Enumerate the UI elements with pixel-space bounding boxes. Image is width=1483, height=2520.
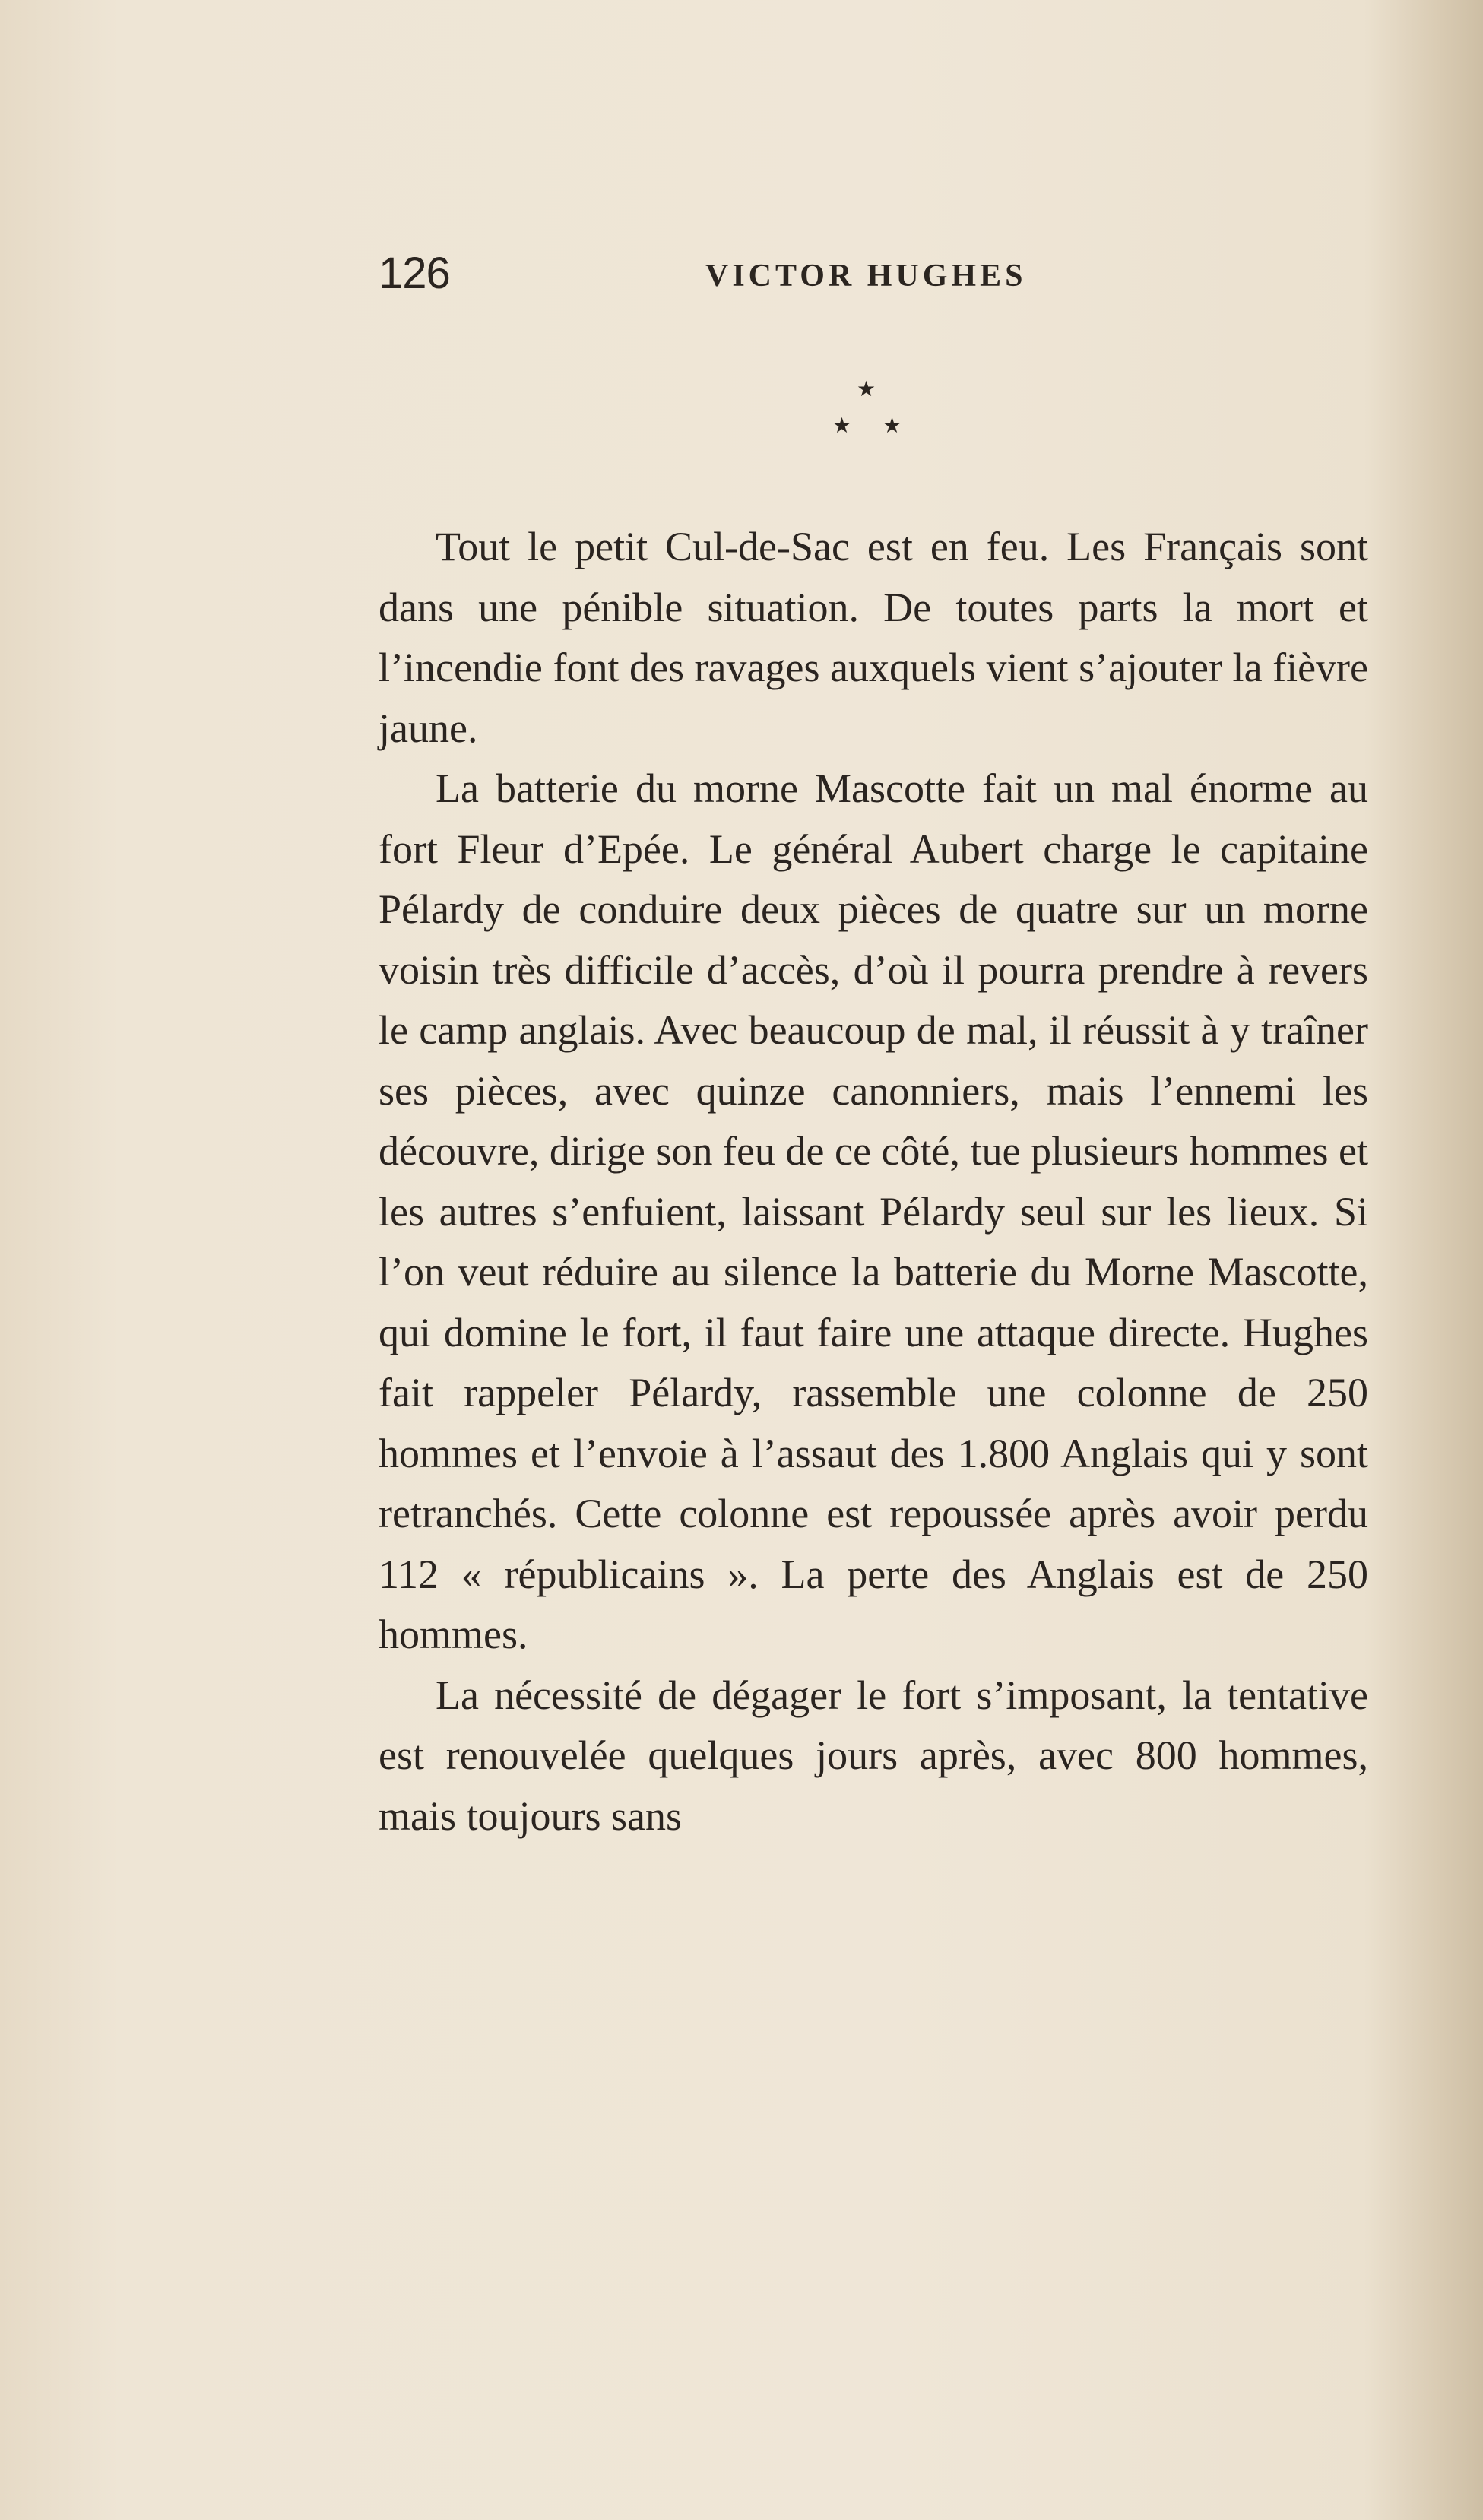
running-title: VICTOR HUGHES xyxy=(705,258,1027,293)
body-text xyxy=(379,517,1368,1846)
star-icon: ★ xyxy=(857,376,876,401)
paragraph-1: Tout le petit Cul-de-Sac est en feu. Les Français sont dans une pénible situation. De toutes parts la mort et l’incendie font des ravages auxquels vient s’ajouter la fièvre jaune. xyxy=(379,524,1368,751)
page-header xyxy=(379,243,1367,304)
asterism-section-break xyxy=(825,376,908,445)
star-icon: ★ xyxy=(883,413,902,438)
paragraph-2: La batterie du morne Mascotte fait un mal énorme au fort Fleur d’Epée. Le général Aubert charge le capitaine Pélardy de conduire deux pièces de quatre sur un morne voisin très difficile d’accès, d’où il pourra prendre à revers le camp anglais. Avec beaucoup de mal, il réussit à y traîner ses pièces, avec quinze canonniers, mais l’ennemi les découvre, dirige son feu de ce côté, tue plusieurs hommes et les autres s’enfuient, laissant Pélardy seul sur les lieux. Si l’on veut réduire au silence la batterie du Morne Mascotte, qui domine le fort, il faut faire une attaque directe. Hughes fait rappeler Pélardy, rassemble une colonne de 250 hommes et l’envoie à l’assaut des 1.800 Anglais qui y sont retranchés. Cette colonne est repoussée après avoir perdu 112 « républicains ». La perte des Anglais est de 250 hommes. xyxy=(379,766,1368,1657)
page-number: 126 xyxy=(379,249,450,298)
star-icon: ★ xyxy=(832,413,852,438)
paragraph-3: La nécessité de dégager le fort s’imposant, la tentative est renouvelée quelques jours après, avec 800 hommes, mais toujours sans xyxy=(379,1672,1368,1839)
